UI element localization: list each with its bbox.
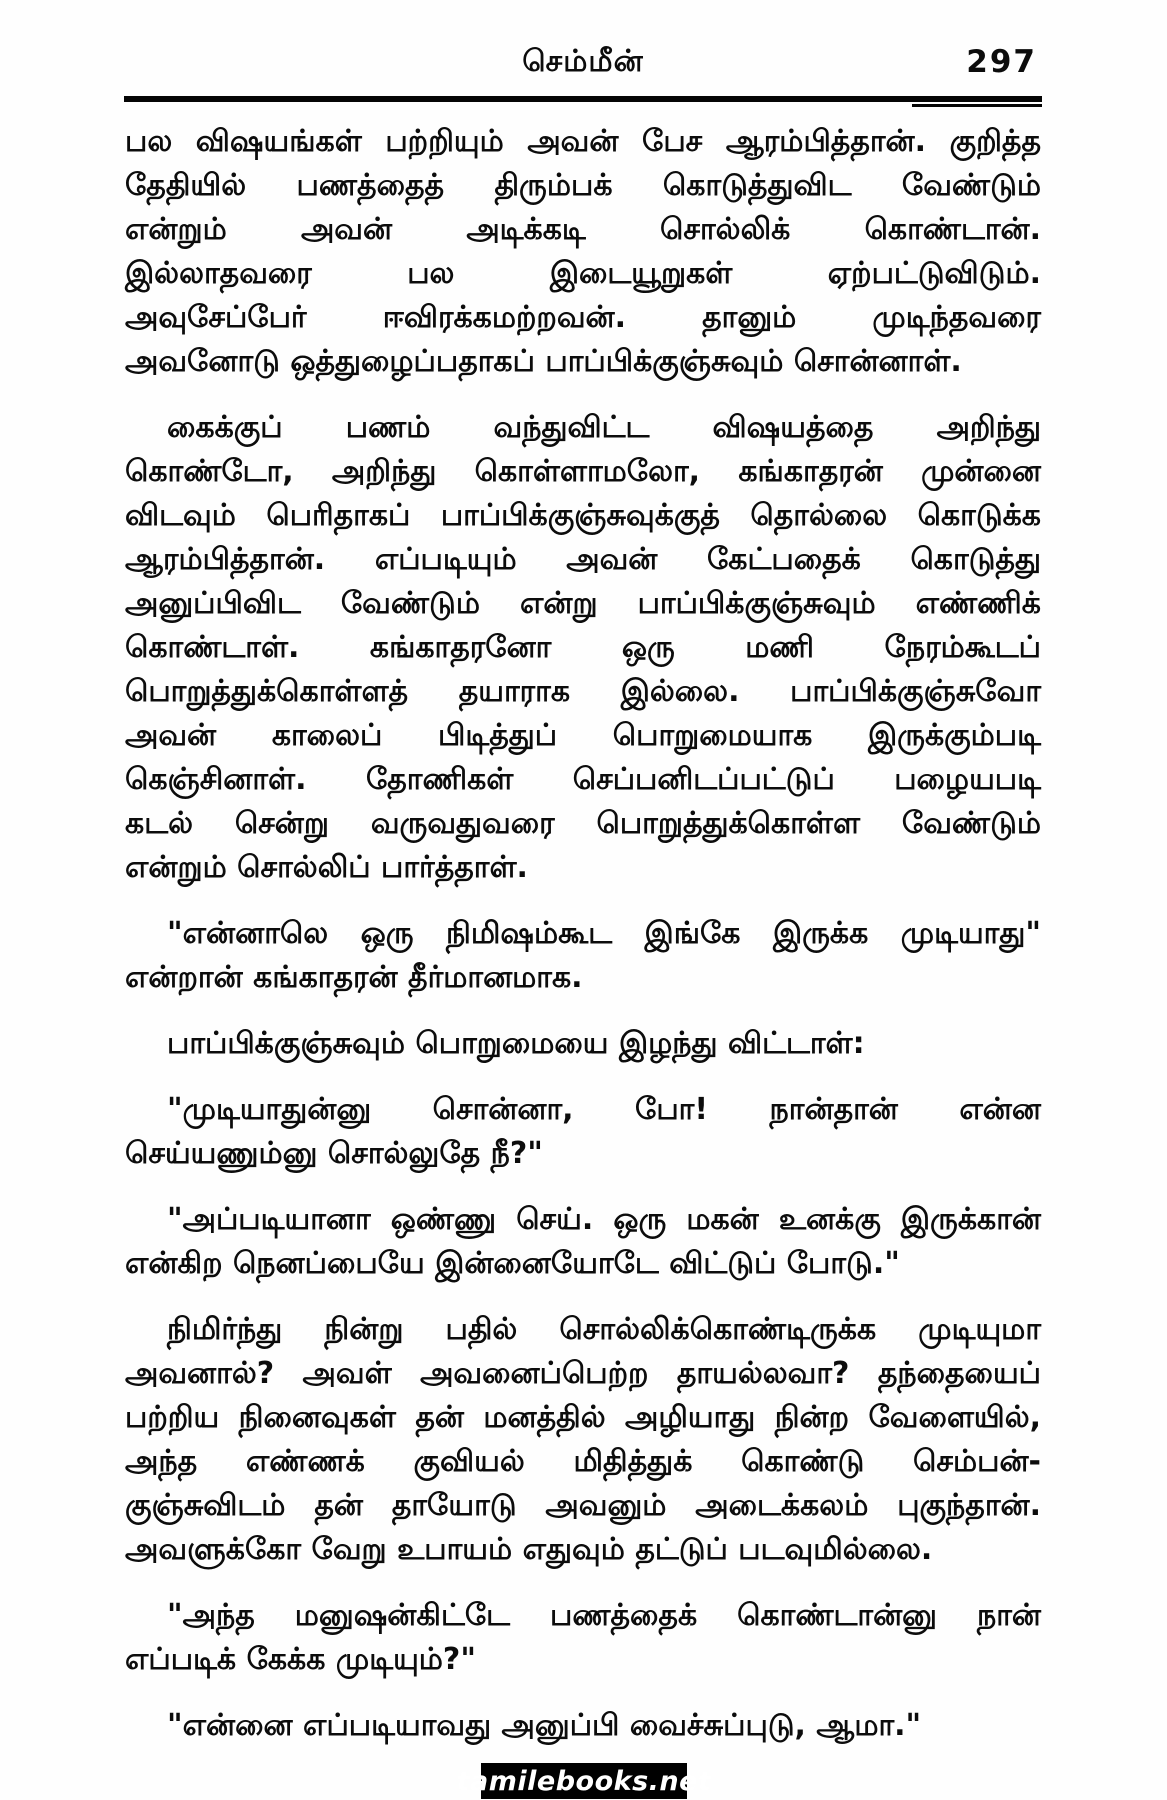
text-line: பொறுத்துக்கொள்ளத் தயாராக இல்லை. பாப்பிக்குஞ்சுவோ xyxy=(125,674,1041,709)
text-line: என்றும் அவன் அடிக்கடி சொல்லிக் கொண்டான். xyxy=(125,212,1041,247)
text-line: செய்யணும்னு சொல்லுதே நீ?" xyxy=(125,1136,543,1171)
text-line: கெஞ்சினாள். தோணிகள் செப்பனிடப்பட்டுப் பழையபடி xyxy=(125,762,1041,797)
text-line: பாப்பிக்குஞ்சுவும் பொறுமையை இழந்து விட்டாள்: xyxy=(167,1026,865,1061)
text-line: என்றான் கங்காதரன் தீர்மானமாக. xyxy=(125,960,583,995)
text-line: "என்னை எப்படியாவது அனுப்பி வைச்சுப்புடு, ஆமா." xyxy=(167,1708,922,1743)
text-line: "அப்படியானா ஒண்ணு செய். ஒரு மகன் உனக்கு இருக்கான் xyxy=(167,1202,1041,1237)
paragraph xyxy=(125,1594,1041,1682)
text-line: அனுப்பிவிட வேண்டும் என்று பாப்பிக்குஞ்சுவும் எண்ணிக் xyxy=(125,586,1041,621)
text-line: பற்றிய நினைவுகள் தன் மனத்தில் அழியாது நின்ற வேளையில், xyxy=(125,1400,1041,1435)
text-line: அவனால்? அவள் அவனைப்பெற்ற தாயல்லவா? தந்தையைப் xyxy=(125,1356,1041,1391)
book-title: செம்மீன் xyxy=(522,44,644,79)
text-line: எப்படிக் கேக்க முடியும்?" xyxy=(125,1642,476,1677)
paragraph xyxy=(125,120,1041,384)
watermark-text: tamilebooks.net xyxy=(456,1765,712,1797)
watermark-banner xyxy=(456,1763,712,1799)
text-line: தேதியில் பணத்தைத் திரும்பக் கொடுத்துவிட வேண்டும் xyxy=(125,168,1041,203)
paragraph xyxy=(125,912,1041,1000)
header-rule-fragment xyxy=(912,104,1042,107)
paragraph xyxy=(125,1088,1041,1176)
page-body xyxy=(125,120,1041,1770)
text-line: என்றும் சொல்லிப் பார்த்தாள். xyxy=(125,850,528,885)
text-line: அவனோடு ஒத்துழைப்பதாகப் பாப்பிக்குஞ்சுவும் சொன்னாள். xyxy=(125,344,962,379)
paragraph xyxy=(125,406,1041,890)
text-line: என்கிற நெனப்பையே இன்னையோடே விட்டுப் போடு." xyxy=(125,1246,900,1281)
text-line: கொண்டோ, அறிந்து கொள்ளாமலோ, கங்காதரன் முன்னை xyxy=(125,454,1041,489)
text-line: அந்த எண்ணக் குவியல் மிதித்துக் கொண்டு செம்பன்- xyxy=(125,1444,1041,1479)
text-line: நிமிர்ந்து நின்று பதில் சொல்லிக்கொண்டிருக்க முடியுமா xyxy=(167,1312,1041,1347)
paragraph xyxy=(125,1022,1041,1066)
text-line: விடவும் பெரிதாகப் பாப்பிக்குஞ்சுவுக்குத் தொல்லை கொடுக்க xyxy=(125,498,1041,533)
text-line: இல்லாதவரை பல இடையூறுகள் ஏற்பட்டுவிடும். xyxy=(125,256,1041,291)
page-number: 297 xyxy=(966,44,1037,80)
text-line: "என்னாலெ ஒரு நிமிஷம்கூட இங்கே இருக்க முடியாது" xyxy=(167,916,1041,951)
text-line: குஞ்சுவிடம் தன் தாயோடு அவனும் அடைக்கலம் புகுந்தான். xyxy=(125,1488,1041,1523)
text-line: அவுசேப்பேர் ஈவிரக்கமற்றவன். தானும் முடிந்தவரை xyxy=(125,300,1041,335)
text-line: "முடியாதுன்னு சொன்னா, போ! நான்தான் என்ன xyxy=(167,1092,1041,1127)
text-line: "அந்த மனுஷன்கிட்டே பணத்தைக் கொண்டான்னு நான் xyxy=(167,1598,1041,1633)
text-line: கொண்டாள். கங்காதரனோ ஒரு மணி நேரம்கூடப் xyxy=(125,630,1041,665)
paragraph xyxy=(125,1704,1041,1748)
text-line: கடல் சென்று வருவதுவரை பொறுத்துக்கொள்ள வேண்டும் xyxy=(125,806,1041,841)
page-header xyxy=(125,44,1041,90)
text-line: கைக்குப் பணம் வந்துவிட்ட விஷயத்தை அறிந்து xyxy=(167,410,1041,445)
text-line: ஆரம்பித்தான். எப்படியும் அவன் கேட்பதைக் கொடுத்து xyxy=(125,542,1041,577)
text-line: பல விஷயங்கள் பற்றியும் அவன் பேச ஆரம்பித்தான். குறித்த xyxy=(125,124,1041,159)
paragraph xyxy=(125,1308,1041,1572)
text-line: அவன் காலைப் பிடித்துப் பொறுமையாக இருக்கும்படி xyxy=(125,718,1041,753)
header-rule xyxy=(124,96,1042,102)
text-line: அவளுக்கோ வேறு உபாயம் எதுவும் தட்டுப் படவுமில்லை. xyxy=(125,1532,933,1567)
paragraph xyxy=(125,1198,1041,1286)
